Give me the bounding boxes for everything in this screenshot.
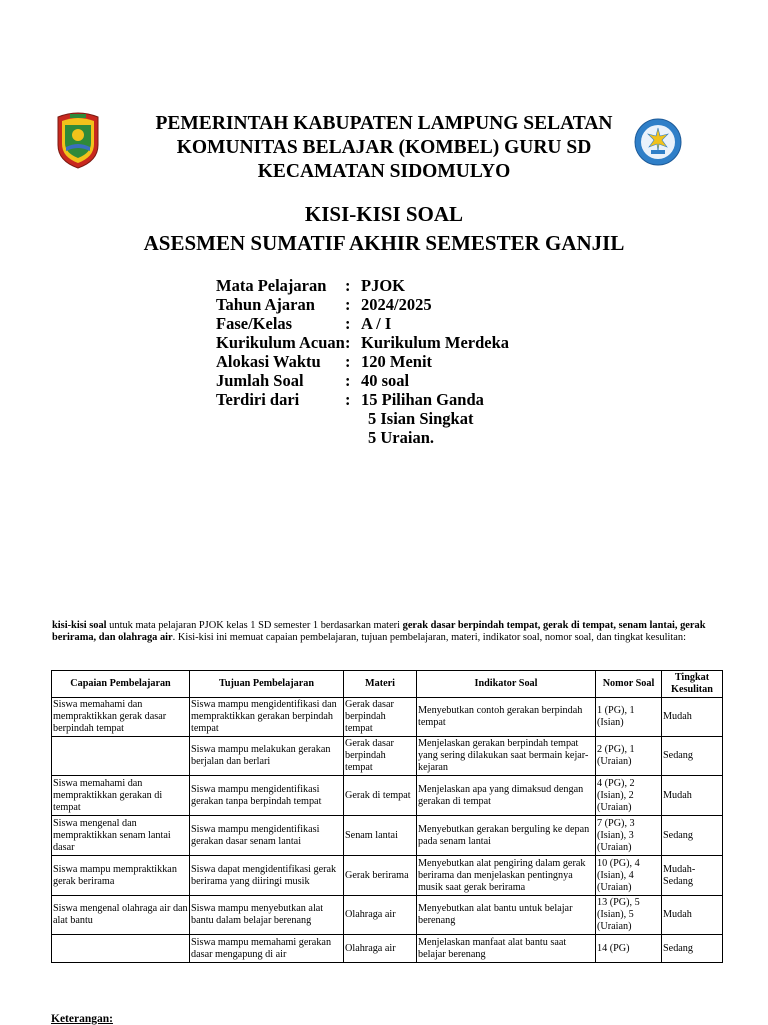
table-cell: Gerak dasar berpindah tempat <box>344 737 417 776</box>
table-cell: Olahraga air <box>344 935 417 963</box>
table-cell: Menyebutkan gerakan berguling ke depan pada senam lantai <box>417 816 596 856</box>
table-cell: Menyebutkan alat pengiring dalam gerak berirama dan menjelaskan pentingnya musik saat gerak berirama <box>417 856 596 896</box>
info-value: A / I <box>361 314 392 333</box>
info-label: Tahun Ajaran <box>216 295 315 314</box>
institution-header <box>0 112 768 184</box>
table-cell: Siswa memahami dan mempraktikkan gerak dasar berpindah tempat <box>52 698 190 737</box>
table-cell: Menyebutkan contoh gerakan berpindah tempat <box>417 698 596 737</box>
table-cell: Sedang <box>662 935 723 963</box>
info-row <box>216 333 509 352</box>
table-header-cell: Nomor Soal <box>596 671 662 698</box>
keterangan-label: Keterangan: <box>51 1013 113 1025</box>
table-cell: Siswa mampu mengidentifikasi dan mempraktikkan gerakan berpindah tempat <box>190 698 344 737</box>
info-label: Fase/Kelas <box>216 314 293 333</box>
table-cell: Menyebutkan alat bantu untuk belajar berenang <box>417 896 596 935</box>
table-header-cell: Tingkat Kesulitan <box>662 671 723 698</box>
table-cell: Siswa mampu menyebutkan alat bantu dalam belajar berenang <box>190 896 344 935</box>
table-header-cell: Capaian Pembelajaran <box>52 671 190 698</box>
info-value: Kurikulum Merdeka <box>361 333 510 352</box>
info-label: Terdiri dari <box>216 390 300 409</box>
table-cell: Siswa memahami dan mempraktikkan gerakan di tempat <box>52 776 190 816</box>
header-line-2: KOMUNITAS BELAJAR (KOMBEL) GURU SD <box>176 137 592 158</box>
table-cell: 4 (PG), 2 (Isian), 2 (Uraian) <box>596 776 662 816</box>
table-cell: Siswa mampu memahami gerakan dasar mengapung di air <box>190 935 344 963</box>
table-cell: Gerak dasar berpindah tempat <box>344 698 417 737</box>
intro-paragraph: kisi-kisi soal untuk mata pelajaran PJOK kelas 1 SD semester 1 berdasarkan materi gerak dasar berpindah tempat, gerak di tempat, senam lantai, gerak berirama, dan olahraga air. Kisi-kisi ini memuat capaian pembelajaran, tujuan pembelajaran, materi, indikator soal, nomor soal, dan tingkat kesulitan: <box>52 620 706 643</box>
table-cell: Sedang <box>662 737 723 776</box>
table-cell: Sedang <box>662 816 723 856</box>
header-line-3: KECAMATAN SIDOMULYO <box>257 161 511 182</box>
info-value: 40 soal <box>361 371 410 390</box>
info-colon: : <box>345 390 351 409</box>
table-cell: Gerak berirama <box>344 856 417 896</box>
table-cell: 14 (PG) <box>596 935 662 963</box>
info-row <box>216 390 509 409</box>
info-colon: : <box>345 371 351 390</box>
table-cell <box>52 935 190 963</box>
info-colon: : <box>345 295 351 314</box>
table-header-row <box>52 671 723 698</box>
table-cell: Siswa mengenal olahraga air dan alat bantu <box>52 896 190 935</box>
table-cell: Siswa mengenal dan mempraktikkan senam lantai dasar <box>52 816 190 856</box>
info-value: 2024/2025 <box>361 295 432 314</box>
table-cell: 10 (PG), 4 (Isian), 4 (Uraian) <box>596 856 662 896</box>
kisi-kisi-table <box>51 670 723 963</box>
table-header-cell: Indikator Soal <box>417 671 596 698</box>
table-cell: Menjelaskan manfaat alat bantu saat belajar berenang <box>417 935 596 963</box>
table-header-cell: Materi <box>344 671 417 698</box>
table-cell: Mudah <box>662 776 723 816</box>
table-cell: Menjelaskan apa yang dimaksud dengan gerakan di tempat <box>417 776 596 816</box>
info-row <box>216 352 509 371</box>
table-cell: Menjelaskan gerakan berpindah tempat yang sering dilakukan saat bermain kejar-kejaran <box>417 737 596 776</box>
table-cell: Siswa mampu mengidentifikasi gerakan dasar senam lantai <box>190 816 344 856</box>
table-cell <box>52 737 190 776</box>
info-row <box>216 295 509 314</box>
table-row <box>52 776 723 816</box>
table-cell: Olahraga air <box>344 896 417 935</box>
table-cell: Mudah-Sedang <box>662 856 723 896</box>
table-row <box>52 698 723 737</box>
info-value: 120 Menit <box>361 352 433 371</box>
info-row <box>216 371 509 390</box>
info-row <box>216 314 509 333</box>
table-cell: 13 (PG), 5 (Isian), 5 (Uraian) <box>596 896 662 935</box>
table-cell: Siswa mampu melakukan gerakan berjalan dan berlari <box>190 737 344 776</box>
info-extra-line: 5 Uraian. <box>368 428 434 447</box>
info-colon: : <box>345 352 351 371</box>
header-line-1: PEMERINTAH KABUPATEN LAMPUNG SELATAN <box>155 113 613 134</box>
table-cell: 1 (PG), 1 (Isian) <box>596 698 662 737</box>
table-cell: Gerak di tempat <box>344 776 417 816</box>
info-extra-line: 5 Isian Singkat <box>368 409 474 428</box>
info-colon: : <box>345 333 351 352</box>
document-subtitle: ASESMEN SUMATIF AKHIR SEMESTER GANJIL <box>143 231 625 255</box>
document-title: KISI-KISI SOAL <box>304 202 464 226</box>
table-cell: Siswa mampu mempraktikkan gerak berirama <box>52 856 190 896</box>
table-row <box>52 737 723 776</box>
info-label: Jumlah Soal <box>216 371 304 390</box>
table-cell: Mudah <box>662 698 723 737</box>
table-row <box>52 896 723 935</box>
table-cell: Senam lantai <box>344 816 417 856</box>
info-value: PJOK <box>361 276 405 295</box>
document-info <box>216 276 509 447</box>
info-row <box>216 276 509 295</box>
table-cell: Siswa dapat mengidentifikasi gerak berirama yang diiringi musik <box>190 856 344 896</box>
table-cell: Mudah <box>662 896 723 935</box>
table-row <box>52 935 723 963</box>
table-cell: Siswa mampu mengidentifikasi gerakan tanpa berpindah tempat <box>190 776 344 816</box>
info-label: Mata Pelajaran <box>216 276 327 295</box>
table-row <box>52 816 723 856</box>
table-cell: 7 (PG), 3 (Isian), 3 (Uraian) <box>596 816 662 856</box>
table-cell: 2 (PG), 1 (Uraian) <box>596 737 662 776</box>
info-colon: : <box>345 314 351 333</box>
table-header-cell: Tujuan Pembelajaran <box>190 671 344 698</box>
info-label: Kurikulum Acuan <box>216 333 345 352</box>
info-label: Alokasi Waktu <box>216 352 321 371</box>
info-value: 15 Pilihan Ganda <box>361 390 484 409</box>
info-colon: : <box>345 276 351 295</box>
table-row <box>52 856 723 896</box>
